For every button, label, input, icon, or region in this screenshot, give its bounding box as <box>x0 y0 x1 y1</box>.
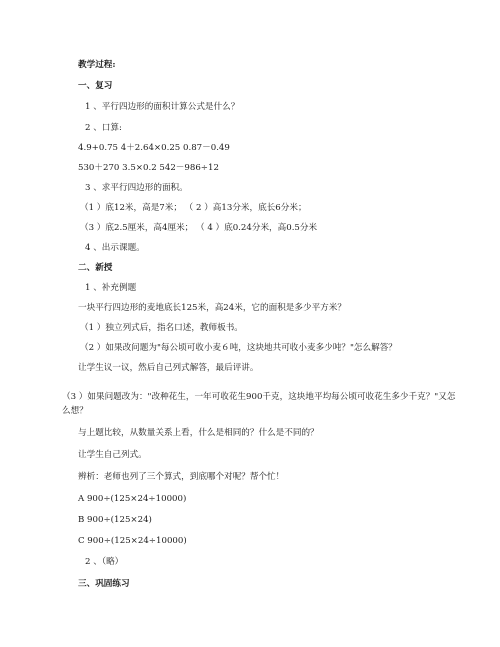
comparison-question: 与上题比较，从数量关系上看，什么是相同的？什么是不同的？ <box>78 428 319 438</box>
example-step-3: （3 ）如果问题改为："改种花生，一年可收花生900千克，这块地平均每公顷可收花生多少千克？"又怎么想？ <box>62 392 456 416</box>
review-question-4: 4 、出示课题。 <box>85 243 145 253</box>
example-step-1: （1 ）独立列式后，指名口述，教师板书。 <box>80 323 243 333</box>
option-a: A 900÷(125×24÷10000) <box>78 494 187 504</box>
section-practice-title: 三、巩固练习 <box>78 579 130 589</box>
example-discussion: 让学生议一议，然后自己列式解答，最后评讲。 <box>78 363 259 373</box>
mental-math-row-2: 530＋270 3.5×0.2 542－986÷12 <box>78 163 219 173</box>
area-problems-row-2: （3 ）底2.5厘米，高4厘米； （ 4 ）底0.24分米，高0.5分米 <box>80 223 318 233</box>
mental-math-row-1: 4.9+0.75 4＋2.64×0.25 0.87－0.49 <box>78 143 230 153</box>
new-lesson-item-1: 1 、补充例题 <box>85 283 137 293</box>
section-review-title: 一、复习 <box>78 81 113 91</box>
review-question-3: 3 、求平行四边形的面积。 <box>85 183 188 193</box>
example-step-2: （2 ）如果改问题为"每公顷可收小麦６吨，这块地共可收小麦多少吨？"怎么解答？ <box>80 343 397 353</box>
new-lesson-item-2: 2 、（略） <box>85 557 124 567</box>
section-new-lesson-title: 二、新授 <box>78 263 113 273</box>
area-problems-row-1: （1 ）底12米，高是7米； （ 2 ）高13分米，底长6分米； <box>80 203 307 213</box>
analysis-prompt: 辨析：老师也列了三个算式，到底哪个对呢？帮个忙！ <box>78 472 285 482</box>
review-question-2: 2 、口算: <box>85 123 122 133</box>
example-problem: 一块平行四边形的麦地底长125米，高24米，它的面积是多少平方米？ <box>78 303 346 313</box>
self-formula-instruction: 让学生自己列式。 <box>78 450 147 460</box>
review-question-1: 1 、平行四边形的面积计算公式是什么？ <box>85 102 240 112</box>
teaching-process-heading: 教学过程: <box>78 60 116 70</box>
option-b: B 900÷(125×24) <box>78 515 152 525</box>
option-c: C 900÷(125×24÷10000) <box>78 536 187 546</box>
